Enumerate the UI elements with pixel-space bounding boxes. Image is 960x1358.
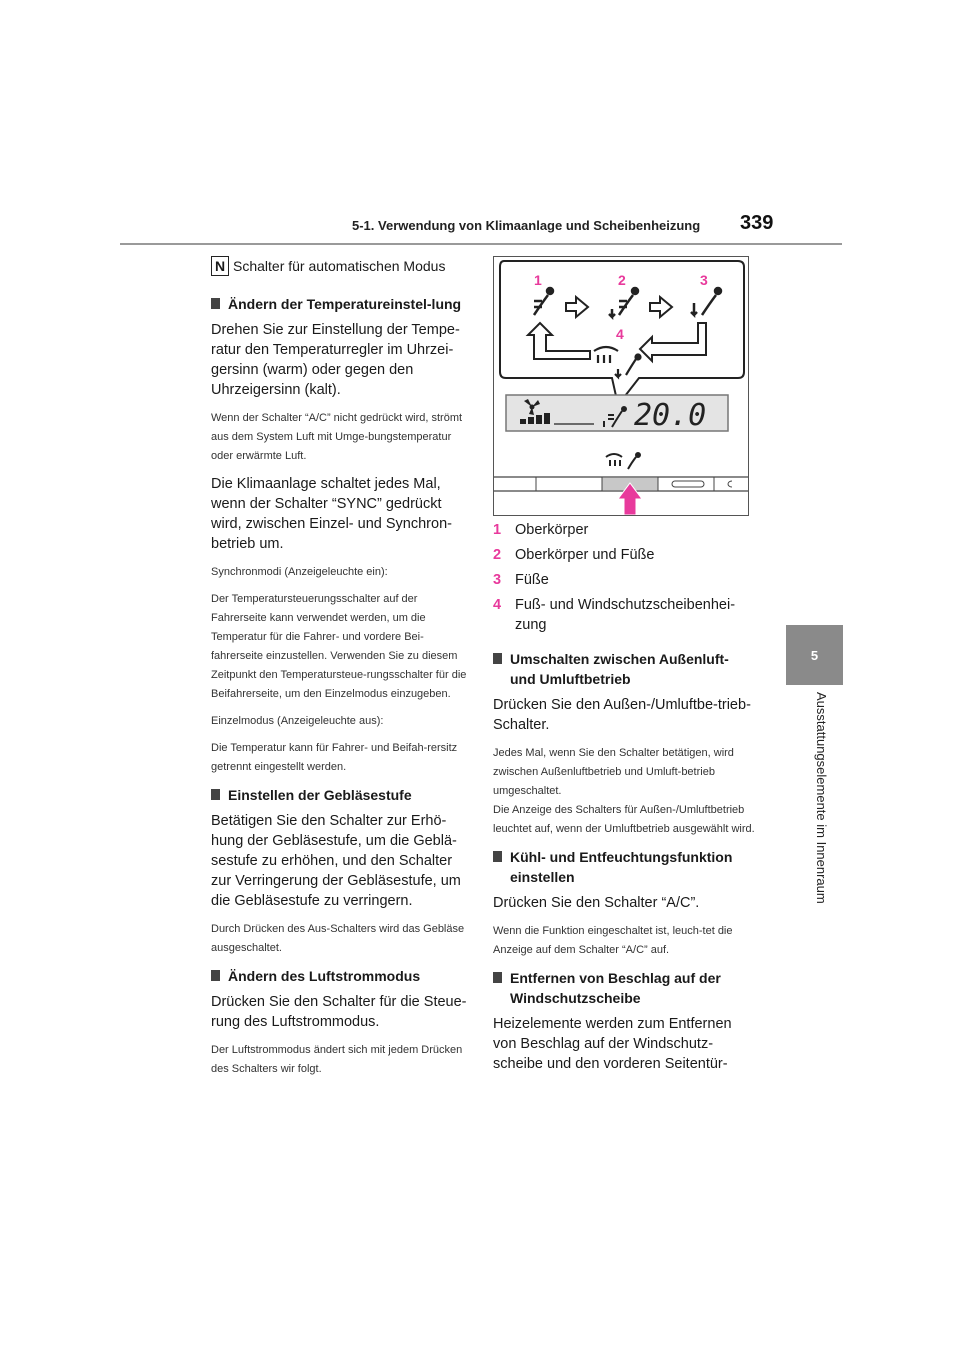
list-item xyxy=(493,570,755,590)
paragraph: Drehen Sie zur Einstellung der Tempe-ratur den Temperaturregler im Uhrzei-gersinn (warm) oder gegen den Uhrzeigersinn (kalt). xyxy=(211,322,460,398)
page-number: 339 xyxy=(740,212,774,234)
paragraph: Betätigen Sie den Schalter zur Erhö-hung der Gebläsestufe, um die Geblä-sestufe zu erhöhen, und den Schalter zur Verringerung der Gebläsestufe, um die Gebläsestufe zu verringern. xyxy=(211,813,461,909)
paragraph: Die Klimaanlage schaltet jedes Mal, wenn der Schalter “SYNC” gedrückt wird, zwischen Einzel- und Synchron-betrieb um. xyxy=(211,476,452,552)
paragraph: Drücken Sie den Außen-/Umluftbe-trieb-Schalter. xyxy=(493,697,751,733)
list-item xyxy=(493,545,755,565)
chapter-tab[interactable] xyxy=(786,625,843,685)
section-heading: Einstellen der Gebläsestufe xyxy=(211,785,469,805)
vent-mode-button-icon xyxy=(606,453,640,469)
list-item xyxy=(493,520,755,540)
note: Einzelmodus (Anzeigeleuchte aus): xyxy=(211,715,384,727)
section-heading: Kühl- und Entfeuchtungsfunktion einstellen xyxy=(493,847,755,887)
mode-number: 3 xyxy=(493,572,502,588)
left-column xyxy=(211,256,469,1087)
section-heading: Umschalten zwischen Außenluft- und Umluftbetrieb xyxy=(493,649,755,689)
header-divider xyxy=(120,243,842,245)
chapter-number: 5 xyxy=(810,647,819,663)
airflow-mode-list xyxy=(493,520,755,635)
airflow-mode-figure xyxy=(493,256,749,516)
paragraph: Drücken Sie den Schalter für die Steue-rung des Luftstrommodus. xyxy=(211,994,467,1030)
mode-number-3: 3 xyxy=(700,272,708,288)
mode-number-2: 2 xyxy=(618,272,626,288)
paragraph: Heizelemente werden zum Entfernen von Beschlag auf der Windschutz-scheibe und den vorderen Seitentür- xyxy=(493,1016,732,1072)
mode-number: 2 xyxy=(493,547,502,563)
section-heading: Entfernen von Beschlag auf der Windschutzscheibe xyxy=(493,968,755,1008)
temperature-readout: 20.0 xyxy=(634,398,707,433)
note: Jedes Mal, wenn Sie den Schalter betätigen, wird zwischen Außenluftbetrieb und Umluft-betrieb umgeschaltet. Die Anzeige des Schalters für Außen-/Umluftbetrieb leuchtet auf, wenn der Umluftbetrieb ausgewählt wird. xyxy=(493,747,755,835)
mode-label: Fuß- und Windschutzscheibenhei-zung xyxy=(515,597,736,633)
callout-n xyxy=(211,256,469,276)
mode-label: Oberkörper xyxy=(515,522,589,538)
section-heading: Ändern der Temperatureinstel-lung xyxy=(211,294,469,314)
note: Durch Drücken des Aus-Schalters wird das Gebläse ausgeschaltet. xyxy=(211,923,465,954)
list-item xyxy=(493,595,755,635)
chapter-side-label: Ausstattungselemente im Innenraum xyxy=(814,692,829,904)
mode-number: 1 xyxy=(493,522,502,538)
note: Der Temperatursteuerungsschalter auf der Fahrerseite kann verwendet werden, um die Temperatur für die Fahrer- und vordere Bei-fahrerseite einzustellen. Verwenden Sie zu diesem Zeitpunkt den Temperatursteue-rungsschalter für die Beifahrerseite, um den Einzelmodus einzugeben. xyxy=(211,593,467,700)
mode-number-4: 4 xyxy=(616,326,624,342)
mode-label: Oberkörper und Füße xyxy=(515,547,655,563)
airflow-diagram xyxy=(494,257,749,516)
right-column xyxy=(493,256,755,1083)
mode-number: 4 xyxy=(493,597,502,613)
callout-text: Schalter für automatischen Modus xyxy=(233,258,446,274)
note: Wenn die Funktion eingeschaltet ist, leuch-tet die Anzeige auf dem Schalter “A/C” auf. xyxy=(493,925,733,956)
mode-number-1: 1 xyxy=(534,272,542,288)
note: Die Temperatur kann für Fahrer- und Beifah-rersitz getrennt eingestellt werden. xyxy=(211,742,458,773)
paragraph: Drücken Sie den Schalter “A/C”. xyxy=(493,895,700,911)
callout-badge: N xyxy=(211,256,229,276)
mode-label: Füße xyxy=(515,572,549,588)
section-heading: Ändern des Luftstrommodus xyxy=(211,966,469,986)
note: Synchronmodi (Anzeigeleuchte ein): xyxy=(211,566,388,578)
note: Wenn der Schalter “A/C” nicht gedrückt wird, strömt aus dem System Luft mit Umge-bungstemperatur oder erwärmte Luft. xyxy=(211,412,463,462)
note: Der Luftstrommodus ändert sich mit jedem Drücken des Schalters wir folgt. xyxy=(211,1044,463,1075)
section-header-title: 5-1. Verwendung von Klimaanlage und Scheibenheizung xyxy=(352,218,701,233)
